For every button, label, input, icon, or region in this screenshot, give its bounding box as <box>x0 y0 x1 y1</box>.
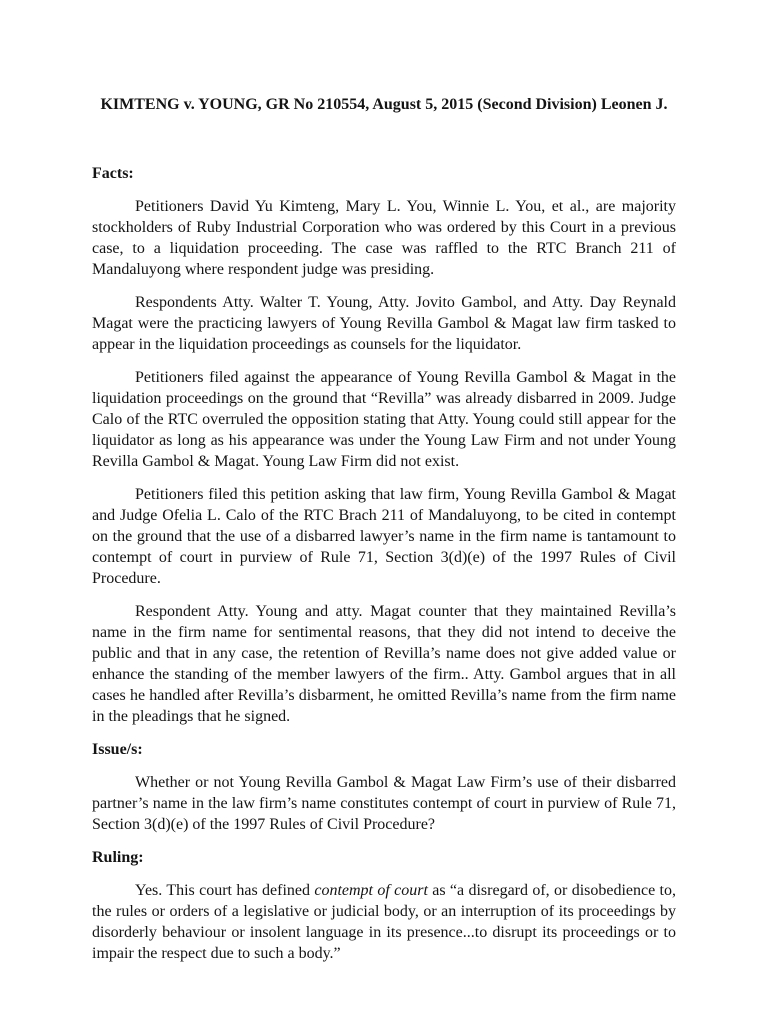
facts-paragraph-4: Petitioners filed this petition asking that law firm, Young Revilla Gambol & Magat and Judge Ofelia L. Calo of the RTC Brach 211 of Mandaluyong, to be cited in contempt on the ground that the use of a disbarred lawyer’s name in the firm name is tantamount to contempt of court in purview of Rule 71, Section 3(d)(e) of the 1997 Rules of Civil Procedure. <box>92 486 676 587</box>
ruling-paragraph-1 <box>92 880 676 964</box>
issues-paragraph-1: Whether or not Young Revilla Gambol & Magat Law Firm’s use of their disbarred partner’s name in the law firm’s name constitutes contempt of court in purview of Rule 71, Section 3(d)(e) of the 1997 Rules of Civil Procedure? <box>92 774 676 833</box>
facts-paragraph-3: Petitioners filed against the appearance of Young Revilla Gambol & Magat in the liquidation proceedings on the ground that “Revilla” was already disbarred in 2009. Judge Calo of the RTC overruled the opposition stating that Atty. Young could still appear for the liquidator as long as his appearance was under the Young Law Firm and not under Young Revilla Gambol & Magat. Young Law Firm did not exist. <box>92 369 676 470</box>
ruling-heading: Ruling: <box>92 849 144 866</box>
ruling-text-rest: as “a disregard of, or disobedience to, the rules or orders of a legislative or judicial body, or an interruption of its proceedings by disorderly behaviour or insolent language in its presence...to disrupt its proceedings or to impair the respect due to such a body.” <box>92 882 676 962</box>
case-title: KIMTENG v. YOUNG, GR No 210554, August 5, 2015 (Second Division) Leonen J. <box>100 96 668 113</box>
ruling-text-italic: contempt of court <box>314 882 428 899</box>
facts-heading: Facts: <box>92 165 134 182</box>
facts-paragraph-1: Petitioners David Yu Kimteng, Mary L. You, Winnie L. You, et al., are majority stockholders of Ruby Industrial Corporation who was ordered by this Court in a previous case, to a liquidation proceeding. The case was raffled to the RTC Branch 211 of Mandaluyong where respondent judge was presiding. <box>92 198 676 278</box>
ruling-text-lead: Yes. This court has defined <box>135 882 315 899</box>
facts-paragraph-2: Respondents Atty. Walter T. Young, Atty. Jovito Gambol, and Atty. Day Reynald Magat were the practicing lawyers of Young Revilla Gambol & Magat law firm tasked to appear in the liquidation proceedings as counsels for the liquidator. <box>92 294 676 353</box>
facts-paragraph-5: Respondent Atty. Young and atty. Magat counter that they maintained Revilla’s name in the firm name for sentimental reasons, that they did not intend to deceive the public and that in any case, the retention of Revilla’s name does not give added value or enhance the standing of the member lawyers of the firm.. Atty. Gambol argues that in all cases he handled after Revilla’s disbarment, he omitted Revilla’s name from the firm name in the pleadings that he signed. <box>92 603 676 725</box>
issues-heading: Issue/s: <box>92 741 143 758</box>
